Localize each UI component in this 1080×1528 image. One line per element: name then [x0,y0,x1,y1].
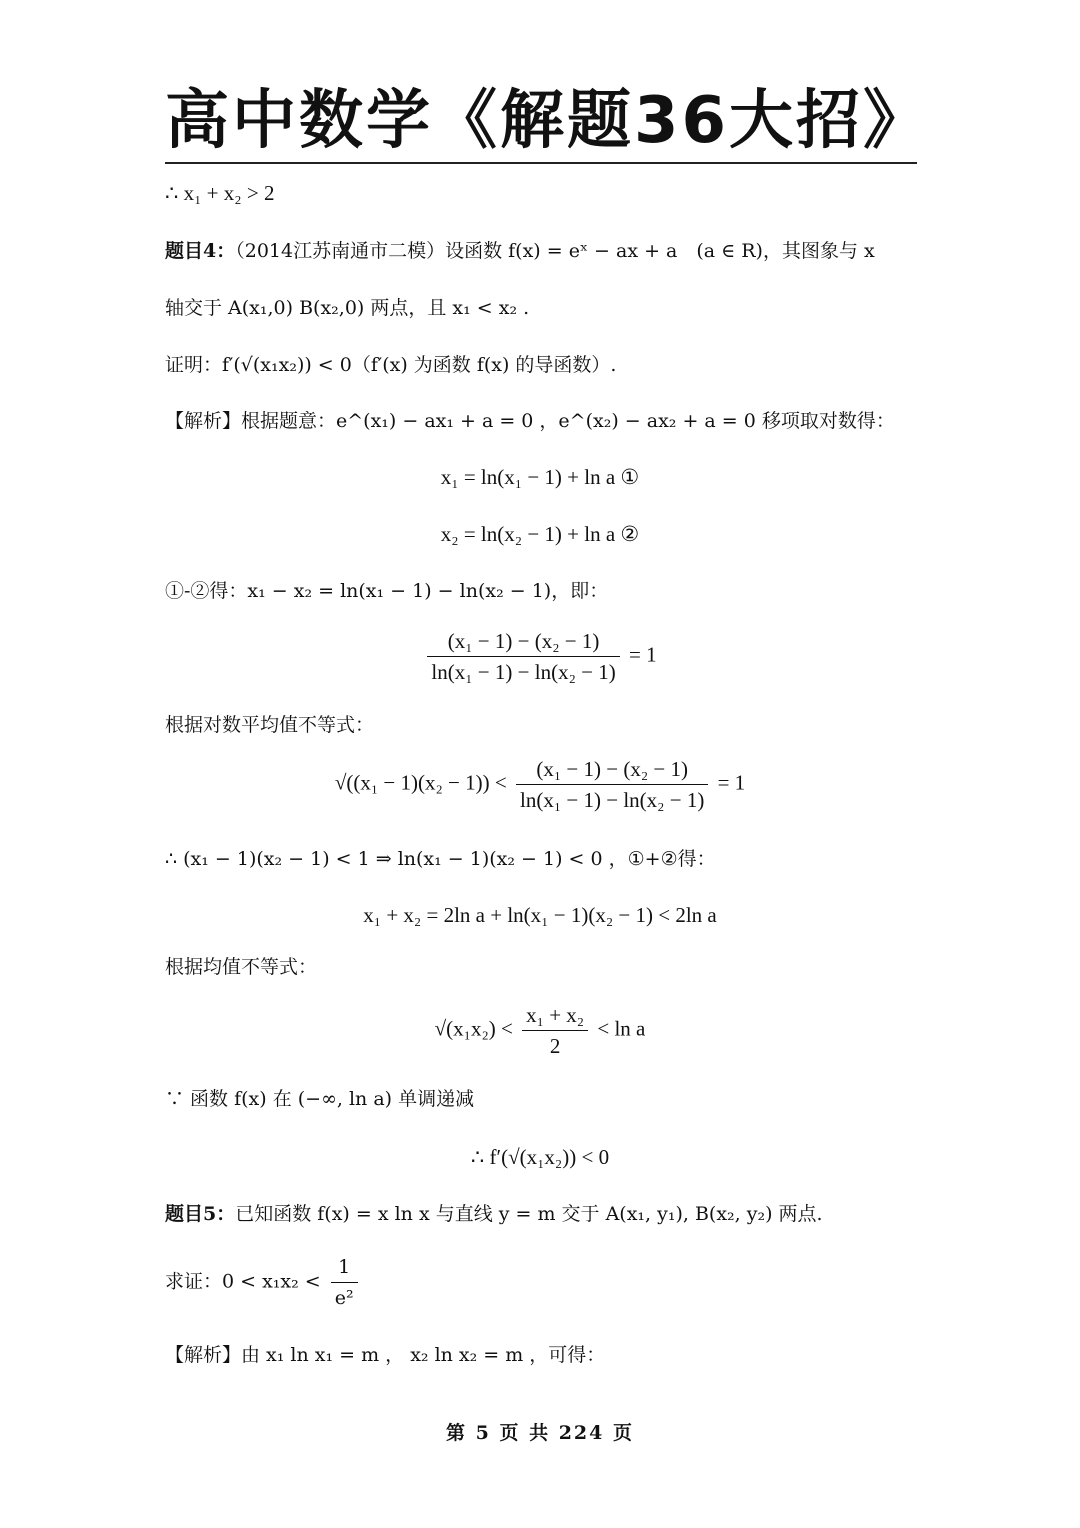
equation: x₂ = ln(x₂ − 1) + ln a ② [440,522,640,546]
problem-label: 题目5： [165,1203,236,1225]
problem-text: 已知函数 f(x) = x ln x 与直线 y = m 交于 A(x₁, y₁), B(x₂, y₂) 两点. [235,1203,823,1225]
numerator: (x₁ − 1) − (x₂ − 1) [516,756,708,785]
inequality-rhs: < ln a [597,1016,646,1041]
fraction [516,756,708,813]
denominator: ln(x₁ − 1) − ln(x₂ − 1) [520,788,705,812]
text-line: ∵ 函数 f(x) 在 (−∞, ln a) 单调递减 [165,1088,475,1110]
text-line: 根据均值不等式： [165,956,318,978]
text-line: 【解析】由 x₁ ln x₁ = m ， x₂ ln x₂ = m ，可得： [165,1344,606,1366]
equation: x₁ + x₂ = 2ln a + ln(x₁ − 1)(x₂ − 1) < 2ln a [363,903,717,927]
prove-line [165,1254,362,1311]
page-number: 第 5 页 共 224 页 [446,1422,634,1444]
inequality-lhs: √((x₁ − 1)(x₂ − 1)) < [334,770,507,795]
fraction-equation [0,628,1080,685]
inequality-rhs: = 1 [717,770,746,795]
denominator: ln(x₁ − 1) − ln(x₂ − 1) [431,660,616,684]
inequality-lhs: √(x₁x₂) < [434,1016,513,1041]
prove-lhs: 求证：0 < x₁x₂ < [165,1270,321,1293]
text-line: ∴ (x₁ − 1)(x₂ − 1) < 1 ⇒ ln(x₁ − 1)(x₂ − 1) < 0 ，①+②得： [165,848,716,870]
page-title: 高中数学《解题36大招》 [165,84,931,158]
fraction [331,1254,358,1311]
problem-label: 题目4： [165,240,236,262]
inequality [0,756,1080,813]
text-line: ①-②得：x₁ − x₂ = ln(x₁ − 1) − ln(x₂ − 1)，即： [165,580,609,602]
problem-4 [165,236,875,266]
equation: x₁ = ln(x₁ − 1) + ln a ① [440,465,640,489]
conclusion: ∴ f′(√(x₁x₂)) < 0 [470,1145,610,1169]
numerator: 1 [331,1254,358,1283]
equation-rhs: = 1 [628,642,657,667]
denominator: 2 [549,1034,561,1058]
text-line: 根据对数平均值不等式： [165,714,375,736]
fraction [522,1002,588,1059]
fraction [427,628,619,685]
text-line: 【解析】根据题意：e^(x₁) − ax₁ + a = 0 ，e^(x₂) − ax₂ + a = 0 移项取对数得： [165,410,895,432]
problem-5 [165,1199,823,1229]
text-line: 轴交于 A(x₁,0) B(x₂,0) 两点，且 x₁ < x₂ . [165,297,530,319]
text-line: 证明：f′(√(x₁x₂)) < 0（f′(x) 为函数 f(x) 的导函数）. [165,354,617,376]
title-divider [165,162,917,164]
numerator: (x₁ − 1) − (x₂ − 1) [427,628,619,657]
denominator: e² [334,1287,354,1309]
numerator: x₁ + x₂ [522,1002,588,1031]
inequality [0,1002,1080,1059]
problem-text: （2014江苏南通市二模）设函数 f(x) = eˣ − ax + a (a ∈ R)，其图象与 x [235,240,875,262]
text-line: ∴ x₁ + x₂ > 2 [165,181,275,205]
